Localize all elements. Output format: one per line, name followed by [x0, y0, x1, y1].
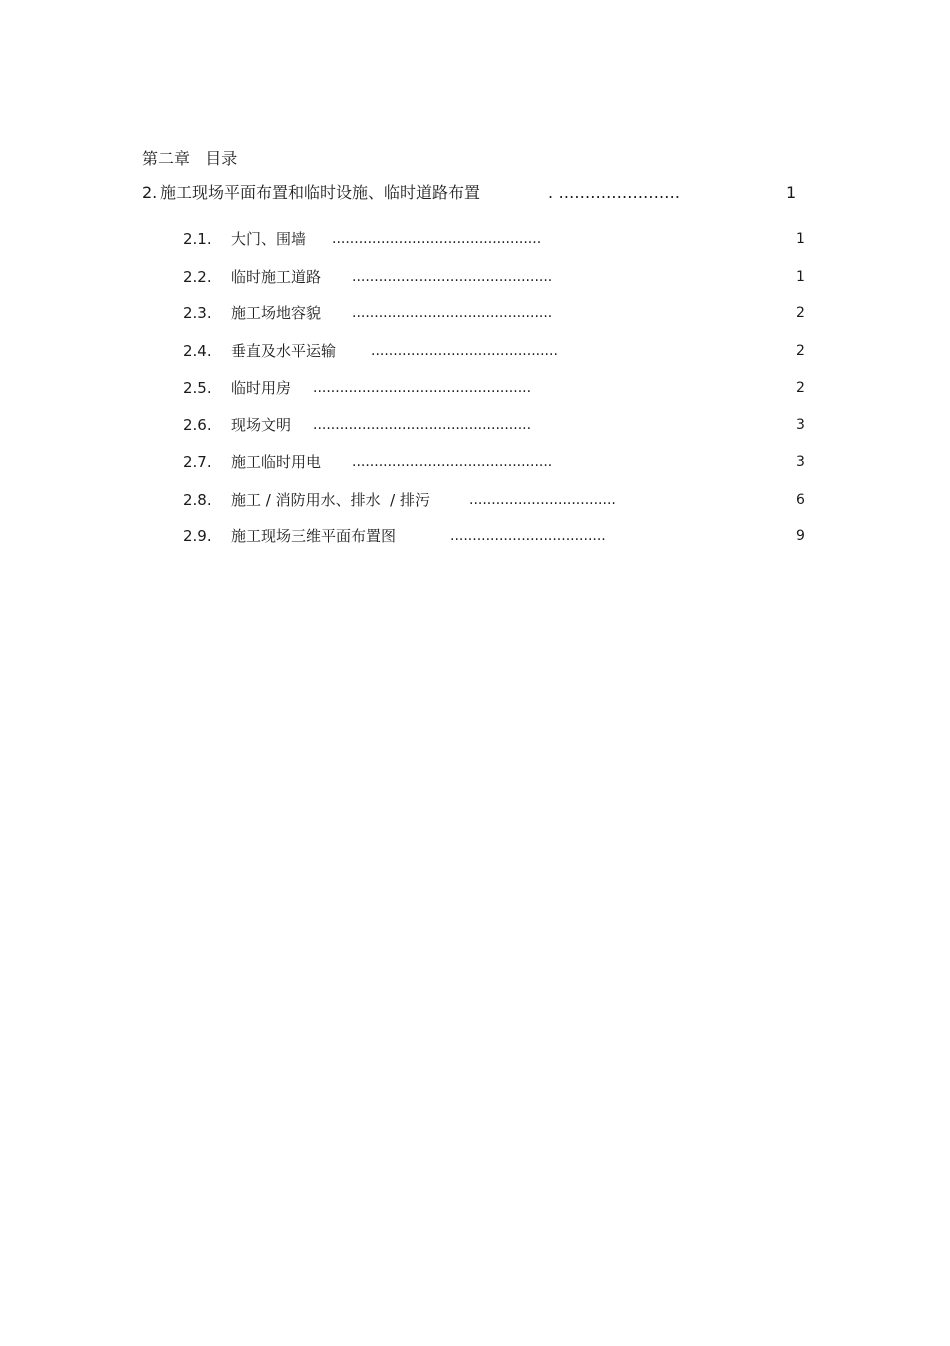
toc-entry-title: 临时用房 — [231, 379, 292, 397]
toc-entry-title: 施工现场三维平面布置图 — [231, 527, 397, 545]
toc-entry-number: 2.1. — [183, 230, 212, 248]
toc-entry-2-5[interactable] — [0, 377, 950, 399]
toc-entry-leader: ................................... — [450, 528, 606, 544]
toc-entry-leader: ................................................. — [313, 417, 532, 433]
toc-entry-2-3[interactable] — [0, 302, 950, 324]
toc-entry-leader: . ....................... — [548, 183, 681, 202]
toc-entry-leader: ................................................. — [313, 380, 532, 396]
toc-main-entry[interactable] — [142, 182, 802, 204]
toc-entry-leader: ............................................... — [332, 231, 542, 247]
toc-entry-number: 2. — [142, 183, 158, 202]
toc-entry-number: 2.3. — [183, 304, 212, 322]
toc-entry-page: 2 — [796, 380, 805, 396]
toc-entry-number: 2.4. — [183, 342, 212, 360]
toc-entry-title: 现场文明 — [231, 416, 292, 434]
toc-entry-title: 大门、围墙 — [231, 230, 307, 248]
toc-entry-number: 2.7. — [183, 453, 212, 471]
toc-entry-leader: ................................. — [469, 492, 616, 508]
toc-entry-leader: ............................................. — [352, 454, 553, 470]
toc-entry-page: 1 — [796, 231, 805, 247]
toc-entry-title: 临时施工道路 — [231, 268, 322, 286]
toc-entry-leader: ............................................. — [352, 305, 553, 321]
toc-entry-title: 施工 / 消防用水、排水 / 排污 — [231, 491, 430, 509]
toc-entry-number: 2.8. — [183, 491, 212, 509]
toc-entry-number: 2.5. — [183, 379, 212, 397]
toc-entry-title: 施工临时用电 — [231, 453, 322, 471]
toc-entry-2-1[interactable] — [0, 228, 950, 250]
toc-entry-title: 施工场地容貌 — [231, 304, 322, 322]
toc-entry-page: 2 — [796, 305, 805, 321]
toc-entry-page: 2 — [796, 343, 805, 359]
toc-entry-number: 2.6. — [183, 416, 212, 434]
toc-entry-page: 6 — [796, 492, 805, 508]
toc-entry-2-2[interactable] — [0, 266, 950, 288]
toc-entry-2-6[interactable] — [0, 414, 950, 436]
toc-entry-title: 垂直及水平运输 — [231, 342, 337, 360]
toc-entry-2-8[interactable] — [0, 489, 950, 511]
toc-entry-leader: .......................................... — [371, 343, 558, 359]
toc-entry-page: 1 — [786, 183, 797, 202]
toc-entry-2-9[interactable] — [0, 525, 950, 547]
toc-entry-page: 1 — [796, 269, 805, 285]
toc-entry-number: 2.2. — [183, 268, 212, 286]
toc-entry-title: 施工现场平面布置和临时设施、临时道路布置 — [160, 183, 481, 202]
toc-entry-page: 3 — [796, 454, 805, 470]
toc-entry-2-4[interactable] — [0, 340, 950, 362]
toc-entry-leader: ............................................. — [352, 269, 553, 285]
toc-entry-2-7[interactable] — [0, 451, 950, 473]
toc-entry-number: 2.9. — [183, 527, 212, 545]
chapter-heading: 第二章 目录 — [142, 149, 238, 168]
toc-entry-page: 9 — [796, 528, 805, 544]
toc-entry-page: 3 — [796, 417, 805, 433]
